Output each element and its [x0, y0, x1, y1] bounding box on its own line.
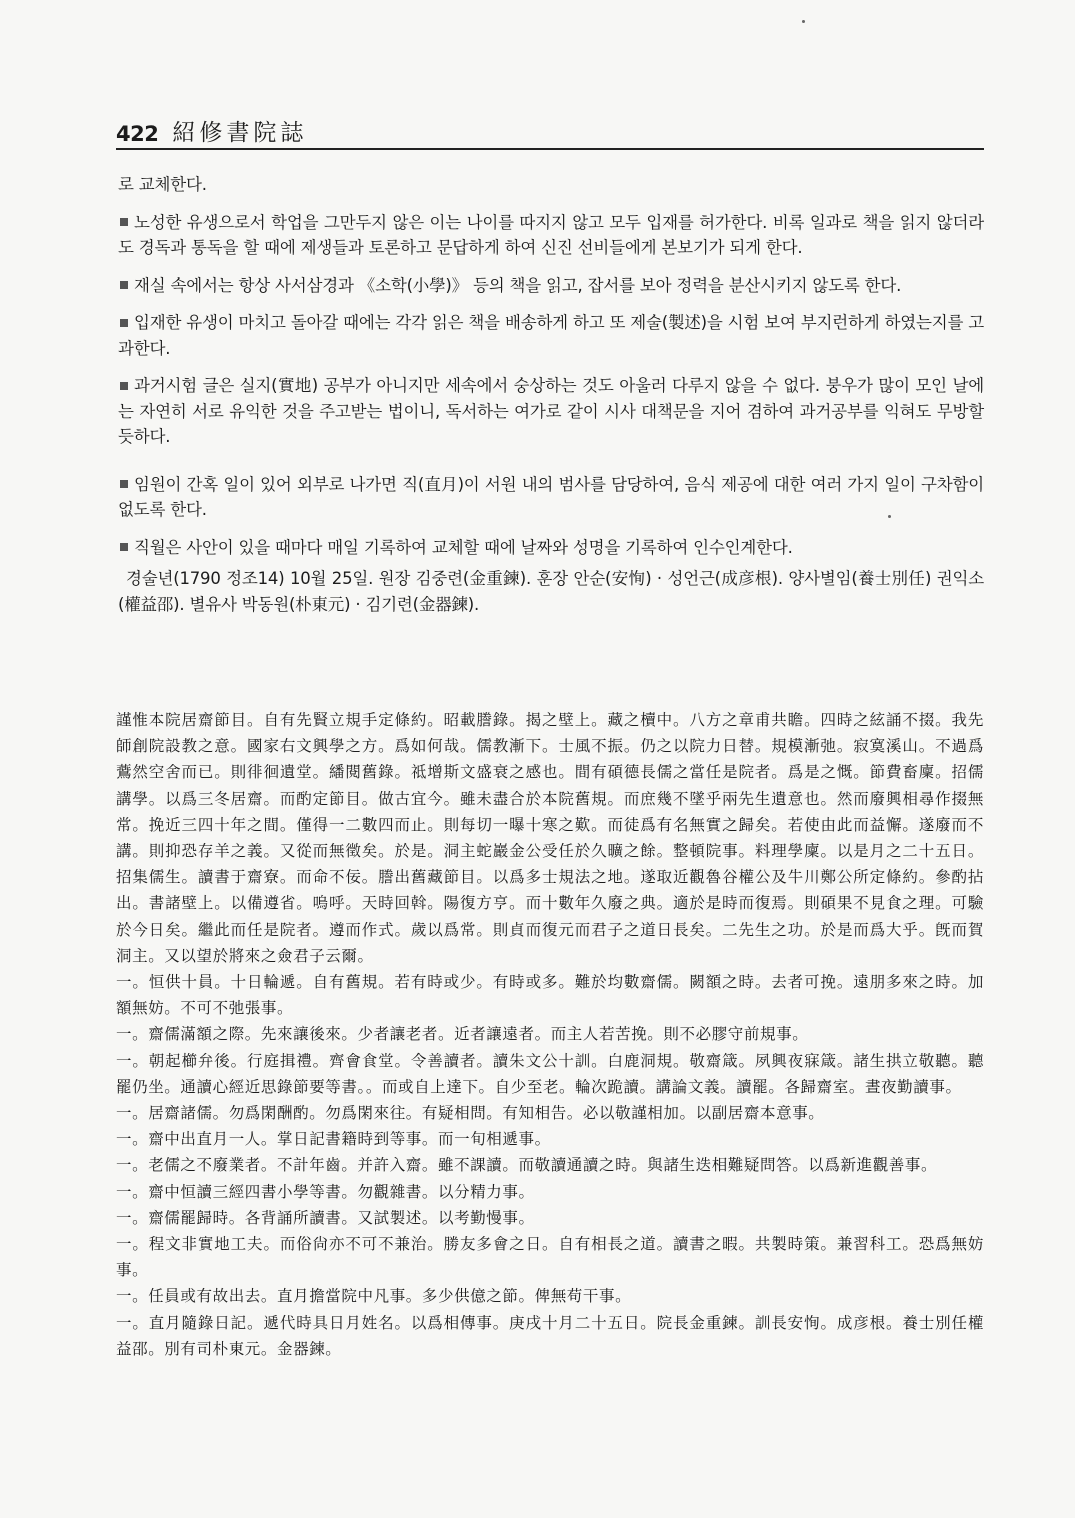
square-bullet-icon: [120, 319, 128, 327]
hanmun-paragraph: 一。朝起櫛弁後。行庭揖禮。齊會食堂。令善讀者。讀朱文公十訓。白鹿洞規。敬齋箴。夙興夜寐箴。諸生拱立敬聽。聽罷仍坐。通讀心經近思錄節要等書。。而或自上達下。自少至老。輪次跪讀。講論文義。讀罷。各歸齋室。晝夜勤讀事。: [116, 1051, 984, 1096]
korean-paragraph: 로 교체한다.: [118, 175, 207, 194]
hanmun-paragraph: 一。齋儒罷歸時。各背誦所讀書。又試製述。以考勤慢事。: [116, 1208, 535, 1227]
hanmun-paragraph: 一。直月隨錄日記。遞代時具日月姓名。以爲相傳事。庚戌十月二十五日。院長金重鍊。訓長安恂。成彦根。養士別任權益邵。別有司朴東元。金器鍊。: [116, 1313, 984, 1358]
korean-paragraph: 입재한 유생이 마치고 돌아갈 때에는 각각 읽은 책을 배송하게 하고 또 제술(製述)을 시험 보여 부지런하게 하였는지를 고과한다.: [118, 313, 984, 358]
korean-paragraph: 과거시험 글은 실지(實地) 공부가 아니지만 세속에서 숭상하는 것도 아울러 다루지 않을 수 없다. 붕우가 많이 모인 날에는 자연히 서로 유익한 것을 주고받는 법이니, 독서하는 여가로 같이 시사 대책문을 지어 겸하여 과거공부를 익혀도 무방할 듯하다.: [118, 376, 984, 446]
hanmun-paragraph: 一。任員或有故出去。直月擔當院中凡事。多少供億之節。俾無苟干事。: [116, 1287, 632, 1306]
square-bullet-icon: [120, 543, 128, 551]
korean-paragraph: 직월은 사안이 있을 때마다 매일 기록하여 교체할 때에 날짜와 성명을 기록하여 인수인계한다.: [118, 535, 984, 561]
korean-paragraph: 재실 속에서는 항상 사서삼경과 《소학(小學)》 등의 책을 읽고, 잡서를 보아 정력을 분산시키지 않도록 한다.: [118, 273, 984, 299]
hanmun-paragraph: 一。老儒之不廢業者。不計年齒。并許入齋。雖不課讀。而敬讀通讀之時。與諸生迭相難疑問答。以爲新進觀善事。: [116, 1156, 938, 1175]
square-bullet-icon: [120, 281, 128, 289]
scan-speck: [888, 515, 891, 518]
hanmun-paragraph: 一。居齋諸儒。勿爲閑酬酌。勿爲閑來往。有疑相問。有知相告。必以敬謹相加。以副居齋本意事。: [116, 1104, 825, 1123]
hanmun-paragraph: 一。齋儒滿額之際。先來讓後來。少者讓老者。近者讓遠者。而主人若苦挽。則不必膠守前規事。: [116, 1025, 809, 1044]
hanmun-paragraph: 謹惟本院居齋節目。自有先賢立規手定條約。昭載謄錄。揭之壁上。藏之櫝中。八方之章甫共瞻。四時之絃誦不掇。我先師創院設教之意。國家右文興學之方。爲如何哉。儒教漸下。士風不振。仍之以院力日替。規模漸弛。寂寞溪山。不過爲鷰然空舍而已。則徘徊遺堂。繙閱舊錄。祗增斯文盛衰之感也。間有碩德長儒之當任是院者。爲是之慨。節費畜廩。招儒講學。以爲三冬居齋。而酌定節目。做古宜今。雖未盡合於本院舊規。而庶幾不墜乎兩先生遺意也。然而廢興相尋作掇無常。挽近三四十年之間。僅得一二數四而止。則每切一曝十寒之歎。而徒爲有名無實之歸矣。若使由此而益懈。遂廢而不講。則抑恐存羊之義。又從而無徵矣。於是。洞主蛇巖金公受任於久曠之餘。整頓院事。料理學廩。以是月之二十五日。招集儒生。讀書于齋寮。而命不佞。謄出舊藏節目。以爲多士規法之地。遂取近觀魯谷權公及牛川鄭公所定條約。參酌拈出。書諸壁上。以備遵省。嗚呼。天時回斡。陽復方亨。而十數年久廢之典。適於是時而復焉。則碩果不見食之理。可驗於今日矣。繼此而任是院者。遵而作式。歲以爲常。則貞而復元而君子之道日長矣。二先生之功。於是而爲大乎。旣而賀洞主。又以望於將來之僉君子云爾。: [116, 711, 984, 965]
classical-chinese-original: [116, 707, 984, 1362]
korean-translation: [118, 172, 984, 629]
hanmun-paragraph: 一。程文非實地工夫。而俗尙亦不可不兼治。勝友多會之日。自有相長之道。讀書之暇。共製時策。兼習科工。恐爲無妨事。: [116, 1235, 984, 1280]
hanmun-paragraph: 一。齋中恒讀三經四書小學等書。勿觀雜書。以分精力事。: [116, 1182, 535, 1201]
hanmun-paragraph: 一。恒供十員。十日輪遞。自有舊規。若有時或少。有時或多。難於均數齋儒。闕額之時。去者可挽。遠朋多來之時。加額無妨。不可不弛張事。: [116, 973, 984, 1018]
page-number: 422: [116, 122, 159, 146]
square-bullet-icon: [120, 382, 128, 390]
page-header: [116, 112, 984, 150]
korean-paragraph: 임원이 간혹 일이 있어 외부로 나가면 직(直月)이 서원 내의 범사를 담당하여, 음식 제공에 대한 여러 가지 일이 구차함이 없도록 한다.: [118, 474, 984, 519]
korean-paragraph: 노성한 유생으로서 학업을 그만두지 않은 이는 나이를 따지지 않고 모두 입재를 허가한다. 비록 일과로 책을 읽지 않더라도 경독과 통독을 할 때에 제생들과 토론하고 문답하게 하여 신진 선비들에게 본보기가 되게 한다.: [118, 212, 984, 257]
scan-speck: [802, 20, 805, 23]
square-bullet-icon: [120, 218, 128, 226]
korean-signature-paragraph: 경술년(1790 정조14) 10월 25일. 원장 김중련(金重鍊). 훈장 안순(安恂) · 성언근(成彦根). 양사별임(養士別任) 권익소(權益邵). 별유사 박동원(朴東元) · 김기련(金器鍊).: [118, 569, 984, 614]
square-bullet-icon: [120, 480, 128, 488]
book-title: 紹修書院誌: [172, 120, 308, 146]
hanmun-paragraph: 一。齋中出直月一人。掌日記書籍時到等事。而一旬相遞事。: [116, 1130, 551, 1149]
